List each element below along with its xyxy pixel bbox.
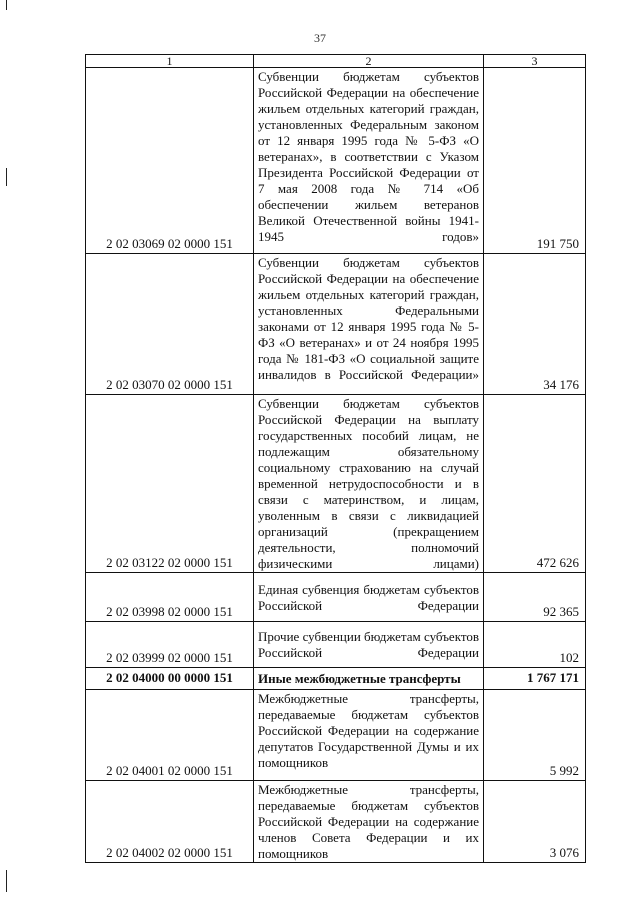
budget-amount: 1 767 171 (484, 668, 586, 690)
budget-amount: 34 176 (484, 254, 586, 395)
table-row (86, 573, 586, 622)
budget-description: Иные межбюджетные трансферты (254, 668, 484, 690)
budget-description: Субвенции бюджетам субъектов Российской Федерации на обеспечение жильем отдельных категорий граждан, установленных Федеральным законом от 12 января 1995 года № 5-ФЗ «О ветеранах», в соответствии с Указом Президента Российской Федерации от 7 мая 2008 года № 714 «Об обеспечении жильем ветеранов Великой Отечественной войны 1941-1945 годов» (254, 68, 484, 254)
budget-code: 2 02 04001 02 0000 151 (86, 690, 254, 781)
budget-amount: 472 626 (484, 395, 586, 573)
table-header-row (86, 55, 586, 68)
table-row (86, 690, 586, 781)
budget-amount: 5 992 (484, 690, 586, 781)
table-row-total (86, 668, 586, 690)
budget-description: Межбюджетные трансферты, передаваемые бюджетам субъектов Российской Федерации на содержание депутатов Государственной Думы и их помощников (254, 690, 484, 781)
budget-amount: 92 365 (484, 573, 586, 622)
budget-amount: 191 750 (484, 68, 586, 254)
table-row (86, 395, 586, 573)
budget-code: 2 02 04002 02 0000 151 (86, 781, 254, 863)
table-row (86, 68, 586, 254)
table-row (86, 254, 586, 395)
table-row (86, 622, 586, 668)
page-number: 37 (314, 31, 326, 45)
budget-code: 2 02 03069 02 0000 151 (86, 68, 254, 254)
budget-description: Прочие субвенции бюджетам субъектов Российской Федерации (254, 622, 484, 668)
page-edge-mark (6, 168, 7, 186)
budget-code: 2 02 04000 00 0000 151 (86, 668, 254, 690)
column-header: 3 (484, 55, 586, 68)
page-edge-mark (6, 870, 7, 892)
budget-description: Субвенции бюджетам субъектов Российской Федерации на обеспечение жильем отдельных категорий граждан, установленных Федеральными законами от 12 января 1995 года № 5-ФЗ «О ветеранах» и от 24 ноября 1995 года № 181-ФЗ «О социальной защите инвалидов в Российской Федерации» (254, 254, 484, 395)
budget-description: Межбюджетные трансферты, передаваемые бюджетам субъектов Российской Федерации на содержание членов Совета Федерации и их помощников (254, 781, 484, 863)
budget-code: 2 02 03070 02 0000 151 (86, 254, 254, 395)
budget-code: 2 02 03122 02 0000 151 (86, 395, 254, 573)
table-row (86, 781, 586, 863)
budget-code: 2 02 03998 02 0000 151 (86, 573, 254, 622)
budget-description: Единая субвенция бюджетам субъектов Российской Федерации (254, 573, 484, 622)
budget-description: Субвенции бюджетам субъектов Российской Федерации на выплату государственных пособий лицам, не подлежащим обязательному социальному страхованию на случай временной нетрудоспособности и в связи с материнством, и лицам, уволенным в связи с ликвидацией организаций (прекращением деятельности, полномочий физическими лицами) (254, 395, 484, 573)
budget-table (85, 54, 586, 863)
column-header: 1 (86, 55, 254, 68)
column-header: 2 (254, 55, 484, 68)
budget-amount: 3 076 (484, 781, 586, 863)
budget-amount: 102 (484, 622, 586, 668)
page-edge-mark (6, 0, 7, 10)
budget-code: 2 02 03999 02 0000 151 (86, 622, 254, 668)
